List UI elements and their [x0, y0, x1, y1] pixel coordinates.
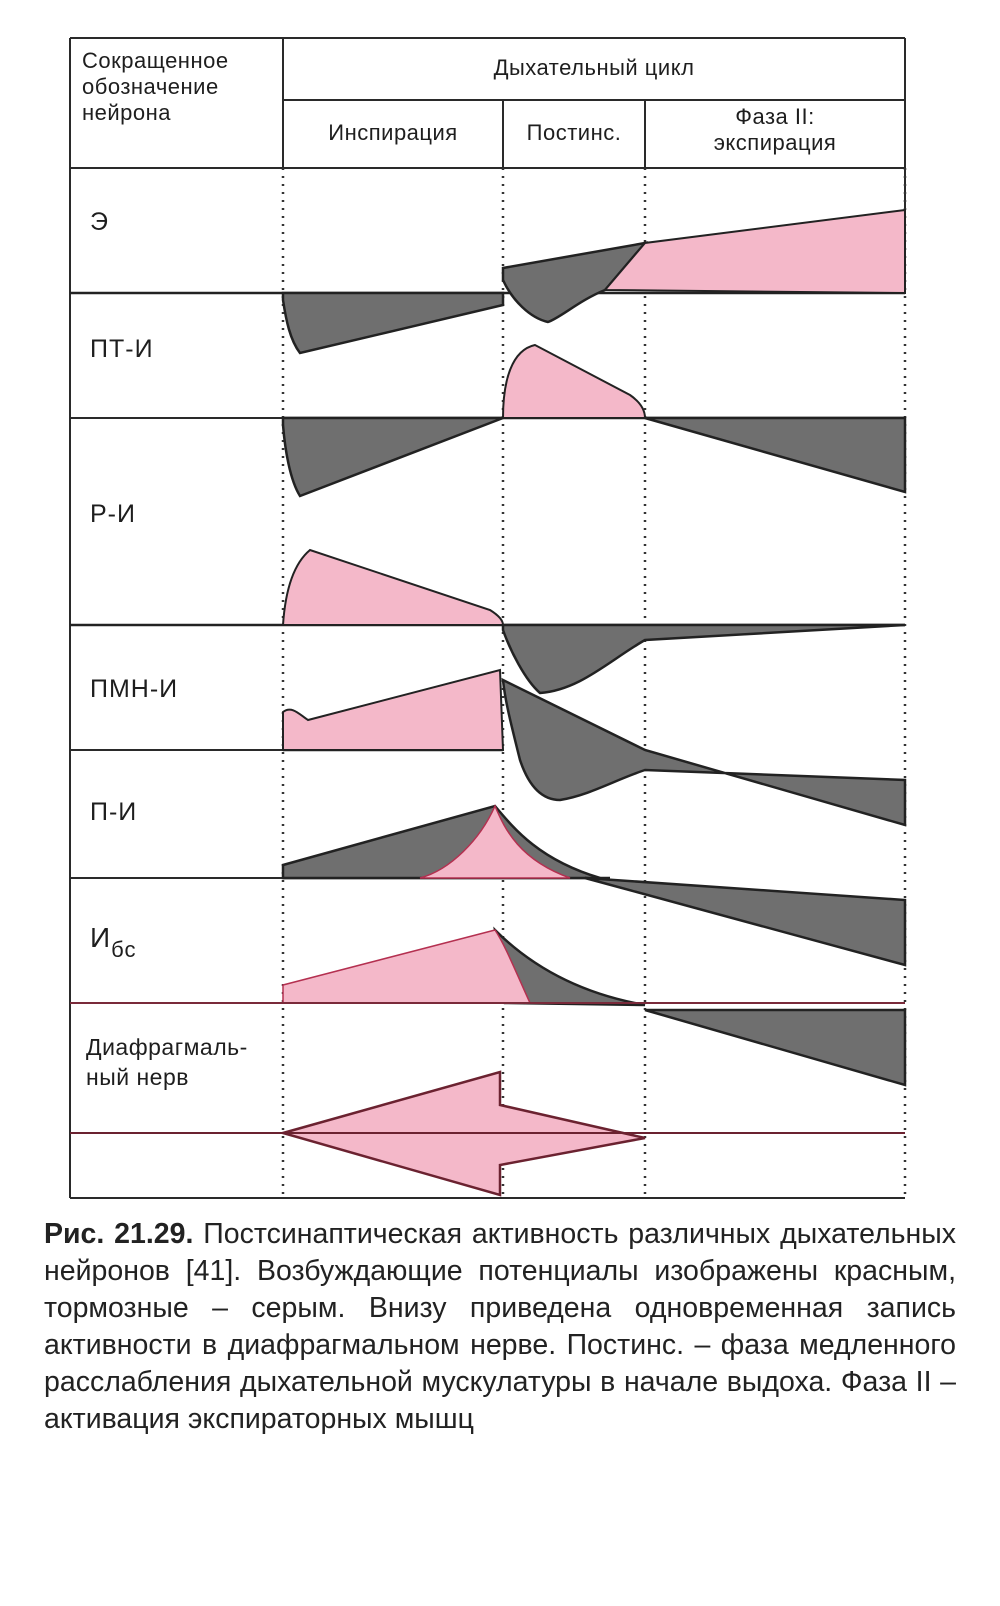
row-label-nerve-1: Диафрагмаль-: [86, 1034, 248, 1060]
cycle-header: Дыхательный цикл: [493, 55, 695, 80]
pt-i-inhibitory-trace: [283, 293, 503, 353]
figure-caption: [44, 1216, 956, 1438]
phase-inspiration-header: Инспирация: [328, 120, 458, 145]
i-bs-excitatory-trace: [283, 930, 530, 1003]
r-i-inhibitory-trace-exp: [645, 418, 905, 492]
i-bs-inhibitory-trace-exp: [585, 878, 905, 965]
figure-caption-text: Постсинаптическая активность различных дыхательных нейронов [41]. Возбуждающие потенциалы изображены красным, тормозные – серым. Внизу приведена одновременная запись активности в диафрагмальном нерве. Постинс. – фаза медленного расслабления дыхательной мускулатуры в начале выдоха. Фаза II – активация экспираторных мышц: [44, 1218, 956, 1435]
nerve-inhibitory-trace: [645, 1010, 905, 1085]
e-excitatory-trace: [605, 210, 905, 293]
figure-number: Рис. 21.29.: [44, 1218, 194, 1250]
phase-postinsp-header: Постинс.: [526, 120, 622, 145]
r-i-excitatory-trace: [283, 550, 503, 625]
pmn-i-excitatory-trace: [283, 670, 503, 750]
row-label-r-i: Р-И: [90, 500, 136, 528]
row-label-pt-i: ПТ-И: [90, 335, 154, 363]
phase-expiration-header-2: экспирация: [713, 130, 837, 155]
pmn-i-inhibitory-trace: [503, 625, 905, 693]
pt-i-excitatory-trace: [503, 345, 645, 418]
row-label-p-i: П-И: [90, 798, 138, 826]
r-i-inhibitory-trace: [283, 418, 503, 496]
row-label-e: Э: [90, 208, 109, 236]
row-label-i-bs-sub: бс: [111, 937, 137, 962]
phase-expiration-header-1: Фаза II:: [735, 104, 815, 129]
p-i-inhibitory-trace: [503, 680, 905, 825]
row-label-pmn-i: ПМН-И: [90, 675, 179, 703]
row-label-i-bs: [90, 922, 137, 962]
neuron-label-header: Сокращенное обозначение нейрона: [82, 48, 229, 125]
p-i-inhibitory-trace-2: [283, 806, 600, 878]
row-label-nerve-2: ный нерв: [86, 1064, 189, 1090]
row-label-i-bs-main: И: [90, 922, 112, 953]
